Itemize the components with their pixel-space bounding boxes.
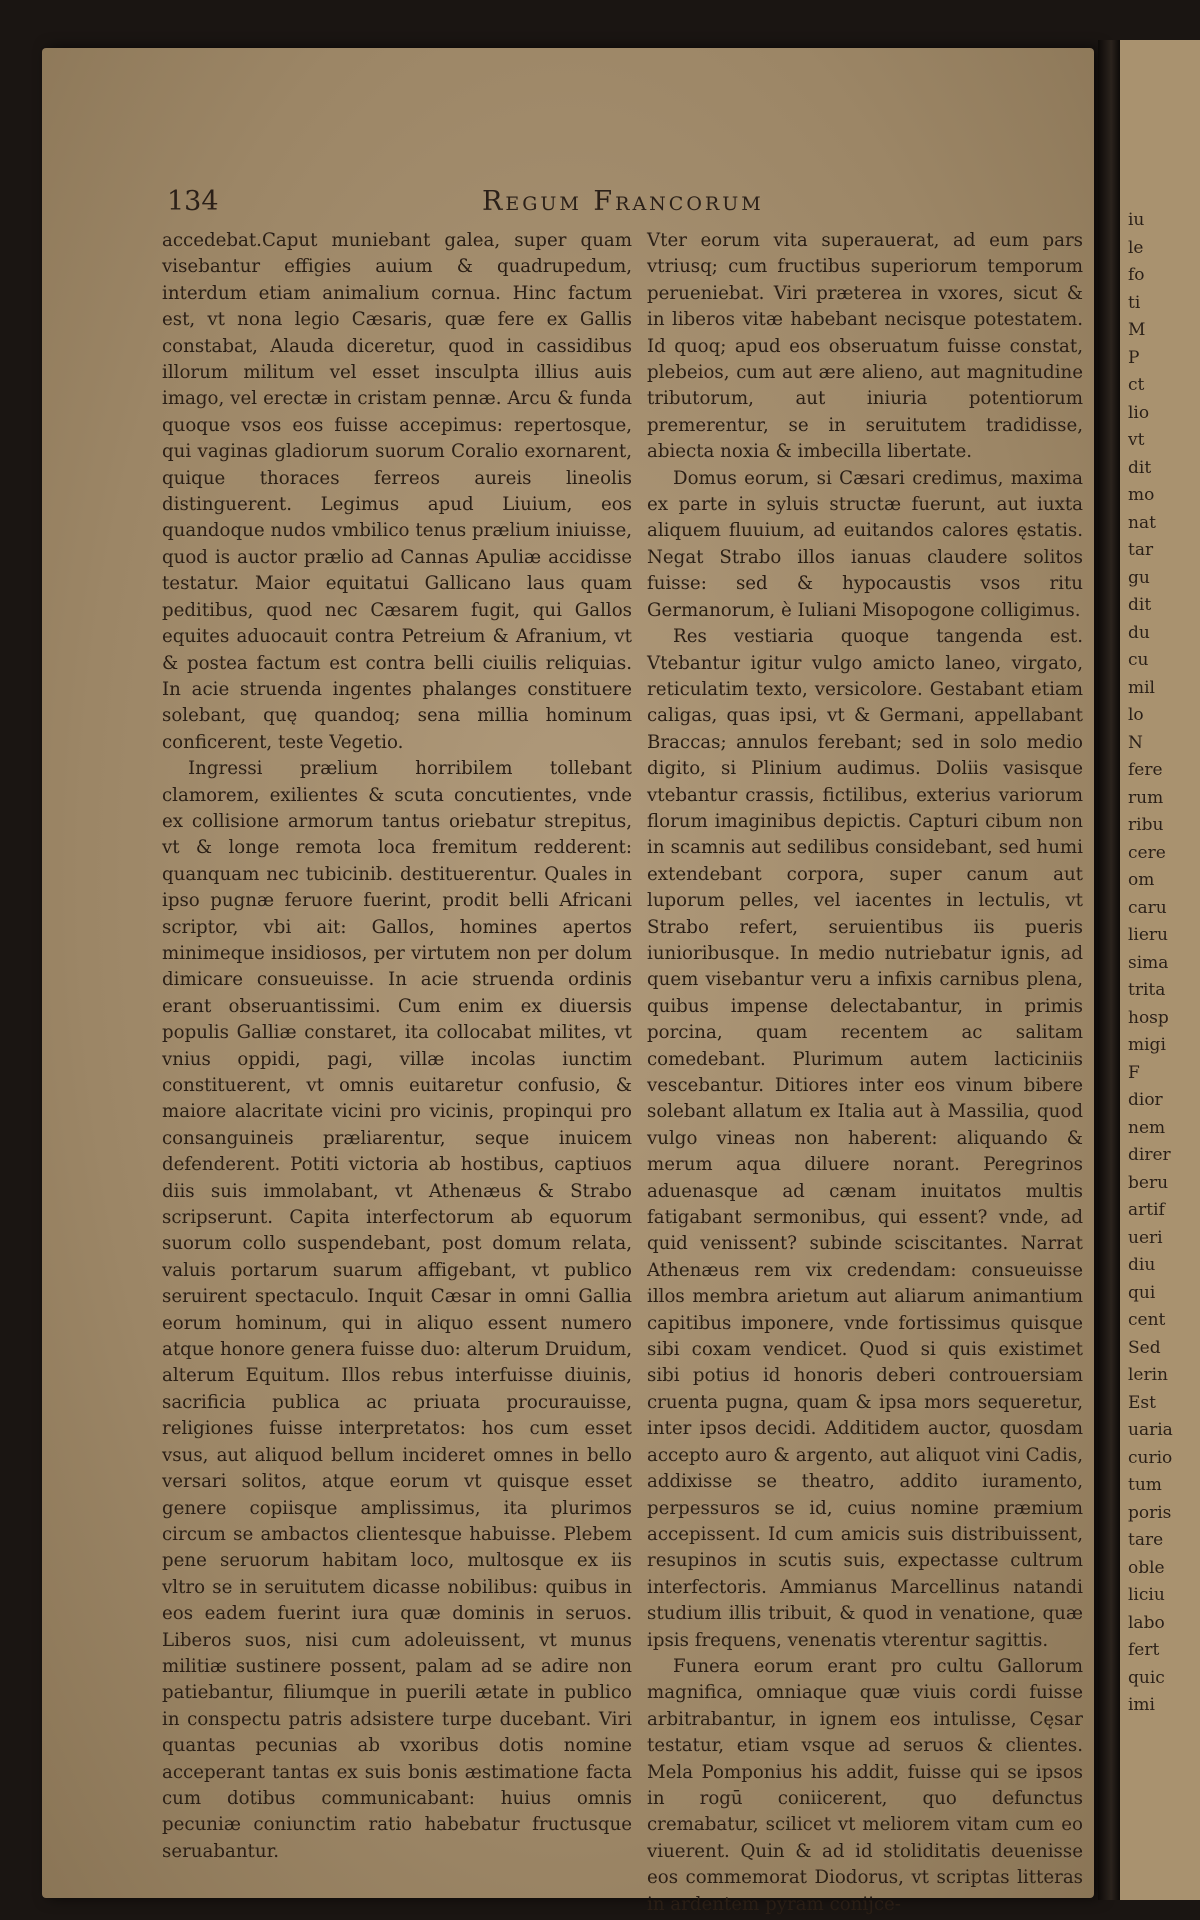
facing-page-fragment: ti <box>1128 292 1141 313</box>
facing-page-fragment: beru <box>1128 1172 1169 1193</box>
facing-page-fragment: lo <box>1128 705 1144 725</box>
facing-page-fragment: rum <box>1128 787 1164 808</box>
facing-page-fragment: cere <box>1128 842 1166 863</box>
facing-page-fragment: hosp <box>1128 1007 1169 1028</box>
facing-page-fragment: lerin <box>1128 1365 1169 1385</box>
facing-page-fragment: le <box>1128 237 1144 258</box>
facing-page-fragment: Sed <box>1128 1337 1161 1358</box>
facing-page-fragment: labo <box>1128 1612 1165 1633</box>
facing-page-fragment: mil <box>1128 677 1155 698</box>
facing-page-fragment: caru <box>1128 897 1167 918</box>
facing-page-fragment: poris <box>1128 1502 1172 1523</box>
facing-page-fragment: direr <box>1128 1145 1171 1165</box>
book-gutter <box>1098 40 1120 1900</box>
page-title: Regum Francorum <box>482 186 764 217</box>
running-head <box>42 186 1094 218</box>
paragraph: Res vestiaria quoque tangenda est. Vtebantur igitur vulgo amicto laneo, virgato, reticulatim texto, versicolore. Gestabant etiam caligas, quas ipsi, vt & Germani, appellabant Braccas; annulos ferebant; sed in solo medio digito, si Plinium audimus. Doliis vasisque vtebantur crassis, fictilibus, exterius variorum florum imaginibus depictis. Capturi cibum non in scamnis aut sedilibus considebant, sed humi extendebant corpora, super canum aut luporum pelles, vel iacentes in lectulis, vt Strabo refert, seruientibus iis pueris iunioribusque. In medio nutriebatur ignis, ad quem visebantur veru a infixis carnibus plena, quibus impense delectabantur, in primis porcina, quam recentem ac salitam comedebant. Plurimum autem lacticiniis vescebantur. Ditiores inter eos vinum bibere solebant allatum ex Italia aut à Massilia, quod vulgo vineas non haberent: aliquando & merum aqua diluere norant. Peregrinos aduenasque ad cænam inuitatos multis fatigabant sermonibus, qui essent? vnde, ad quid venissent? subinde sciscitantes. Narrat Athenæus rem vix credendam: consueuisse illos membra arietum aut aliarum animantium capitibus imponere, vnde fortissimus quisque sibi coxam vendicet. Quod si quis existimet sibi potius id honoris deberi controuersiam cruenta pugna, quam & ipsa mors sequeretur, inter ipsos decidi. Additidem auctor, quosdam accepto auro & argento, aut aliquot vini Cadis, addixisse se theatro, addito iuramento, perpessuros se id, cuius nomine præmium accepissent. Id cum amicis suis distribuissent, resupinos in scutis suis, expectasse cultrum interfectoris. Ammianus Marcellinus natandi studium illis tribuit, & quod in venatione, quæ ipsis frequens, venenatis vterentur sagittis. <box>647 626 1083 1651</box>
facing-page-fragment: tar <box>1128 540 1154 560</box>
facing-page-fragment: cent <box>1128 1310 1166 1330</box>
paragraph: Domus eorum, si Cæsari credimus, maxima ex parte in syluis structæ fuerunt, aut iuxta aliquem fluuium, ad euitandos calores ęstatis. Negat Strabo illos ianuas claudere solitos fuisse: sed & hypocaustis vsos ritu Germanorum, è Iuliani Misopogone colligimus. <box>647 467 1083 621</box>
facing-page-fragment: lio <box>1128 402 1150 423</box>
right-column <box>647 228 1083 1918</box>
facing-page-fragment: qui <box>1128 1282 1156 1303</box>
facing-page-fragment: dit <box>1128 595 1152 615</box>
facing-page-fragment: fert <box>1128 1640 1160 1660</box>
facing-page-fragment: uaria <box>1128 1420 1173 1440</box>
facing-page-fragment: dior <box>1128 1090 1163 1110</box>
facing-page-fragment: gu <box>1128 567 1150 588</box>
facing-page-fragment: liciu <box>1128 1585 1165 1605</box>
facing-page-fragment: Est <box>1128 1392 1156 1413</box>
facing-page-fragment: P <box>1128 347 1140 368</box>
facing-page-fragment: ribu <box>1128 815 1164 835</box>
left-column <box>162 228 632 1865</box>
facing-page-fragment: ct <box>1128 375 1145 395</box>
facing-page-fragment: lieru <box>1128 925 1169 945</box>
paragraph: Ingressi prælium horribilem tollebant clamorem, exilientes & scuta concutientes, vnde ex collisione armorum tantus oriebatur strepitus, vt & longe remota loca fremitum redderent: quanquam nec tubicinib. destituerentur. Quales in ipso pugnæ feruore fuerint, prodit belli Africani scriptor, vbi ait: Gallos, homines apertos minimeque insidiosos, per virtutem non per dolum dimicare consueuisse. In acie struenda ordinis erant obseruantissimi. Cum enim ex diuersis populis Galliæ constaret, ita collocabat milites, vt vnius oppidi, pagi, villæ incolas iunctim constituerent, vt omnis euitaretur confusio, & maiore alacritate vicini pro vicinis, propinqui pro consanguineis præliarentur, seque inuicem defenderent. Potiti victoria ab hostibus, captiuos diis suis immolabant, vt Athenæus & Strabo scripserunt. Capita interfectorum ab equorum suorum collo suspendebant, post domum relata, valuis portarum suarum affigebant, vt publico seruirent spectaculo. Inquit Cæsar in omni Gallia eorum hominum, qui in aliquo essent numero atque honore genera fuisse duo: alterum Druidum, alterum Equitum. Illos rebus interfuisse diuinis, sacrificia publica ac priuata procurauisse, religiones fuisse interpretatos: hos cum esset vsus, aut aliquod bellum incideret omnes in bello versari solitos, atque eorum vt quisque esset genere copiisque amplissimus, ita plurimos circum se ambactos clientesque habuisse. Plebem pene seruorum habitam loco, multosque ex iis vltro se in seruitutem dicasse nobilibus: quibus in eos eadem fuerint iura quæ dominis in seruos. Liberos suos, nisi cum adoleuissent, vt munus militiæ sustinere possent, palam ad se adire non patiebantur, filiumque in puerili ætate in publico in conspectu patris adsistere turpe ducebant. Viri quantas pecunias ab vxoribus dotis nomine acceperant tantas ex suis bonis æstimatione facta cum dotibus communicabant: huius omnis pecuniæ coniunctim ratio habebatur fructusque seruabantur. <box>162 758 632 1862</box>
facing-page-edge <box>1120 40 1200 1900</box>
facing-page-fragment: iu <box>1128 210 1145 230</box>
paragraph: Funera eorum erant pro cultu Gallorum magnifica, omniaque quæ viuis cordi fuisse arbitrabantur, in ignem eos intulisse, Cęsar testatur, etiam vsque ad seruos & clientes. Mela Pomponius his addit, fuisse qui se ipsos in rogū coniicerent, quo defunctus cremabatur, scilicet vt meliorem vitam cum eo viuerent. Quin & ad id stoliditatis deuenisse eos commemorat Diodorus, vt scriptas litteras in ardentem pyram conijce- <box>647 1655 1083 1915</box>
facing-page-fragment: migi <box>1128 1035 1166 1055</box>
facing-page-fragment: du <box>1128 622 1150 643</box>
facing-page-fragment: trita <box>1128 980 1166 1000</box>
facing-page-fragment: F <box>1128 1062 1140 1083</box>
facing-page-fragment: cu <box>1128 650 1149 670</box>
facing-page-fragment: fo <box>1128 265 1145 285</box>
facing-page-fragment: ueri <box>1128 1227 1163 1248</box>
facing-page-fragment: sima <box>1128 952 1169 973</box>
facing-page-fragment: vt <box>1128 430 1145 450</box>
facing-page-fragment: tum <box>1128 1475 1162 1495</box>
facing-page-fragment: oble <box>1128 1557 1165 1578</box>
facing-page-fragment: diu <box>1128 1255 1156 1275</box>
facing-page-fragment: imi <box>1128 1695 1155 1715</box>
facing-page-fragment: quic <box>1128 1667 1165 1688</box>
facing-page-fragment: tare <box>1128 1530 1164 1550</box>
facing-page-fragment: N <box>1128 732 1143 753</box>
page-number: 134 <box>167 186 219 217</box>
book-page <box>42 48 1094 1915</box>
facing-page-fragment: artif <box>1128 1200 1165 1220</box>
facing-page-fragment: curio <box>1128 1447 1173 1468</box>
facing-page-fragment: mo <box>1128 485 1155 505</box>
facing-page-fragment: dit <box>1128 457 1152 478</box>
paragraph: Vter eorum vita superauerat, ad eum pars vtriusq; cum fructibus superiorum temporum perueniebat. Viri præterea in vxores, sicut & in liberos vitæ habebant necisque potestatem. Id quoq; apud eos obseruatum fuisse constat, plebeios, cum aut ære alieno, aut magnitudine tributorum, aut iniuria potentiorum premerentur, se in seruitutem tradidisse, abiecta noxia & imbecilla libertate. <box>647 230 1083 463</box>
facing-page-fragment: om <box>1128 870 1155 890</box>
facing-page-fragment: nat <box>1128 512 1156 533</box>
facing-page-fragment: M <box>1128 320 1146 340</box>
facing-page-fragment: nem <box>1128 1117 1166 1138</box>
facing-page-fragment: fere <box>1128 760 1163 780</box>
paragraph: accedebat.Caput muniebant galea, super quam visebantur effigies auium & quadrupedum, interdum etiam animalium cornua. Hinc factum est, vt nona legio Cæsaris, quæ fere ex Gallis constabat, Alauda diceretur, quod in cassidibus illorum militum vel esset insculpta illius auis imago, vel erectæ in cristam pennæ. Arcu & funda quoque vsos eos fuisse accepimus: repertosque, qui vaginas gladiorum suorum Coralio exornarent, quique thoraces ferreos aureis lineolis distinguerent. Legimus apud Liuium, eos quandoque nudos vmbilico tenus prælium iniuisse, quod is auctor prælio ad Cannas Apuliæ accidisse testatur. Maior equitatui Gallicano laus quam peditibus, quod nec Cæsarem fugit, qui Gallos equites aduocauit contra Petreium & Afranium, vt & postea factum est contra belli ciuilis reliquias. In acie struenda ingentes phalanges constituere solebant, quę quandoq; sena millia hominum conficerent, teste Vegetio. <box>162 230 632 753</box>
